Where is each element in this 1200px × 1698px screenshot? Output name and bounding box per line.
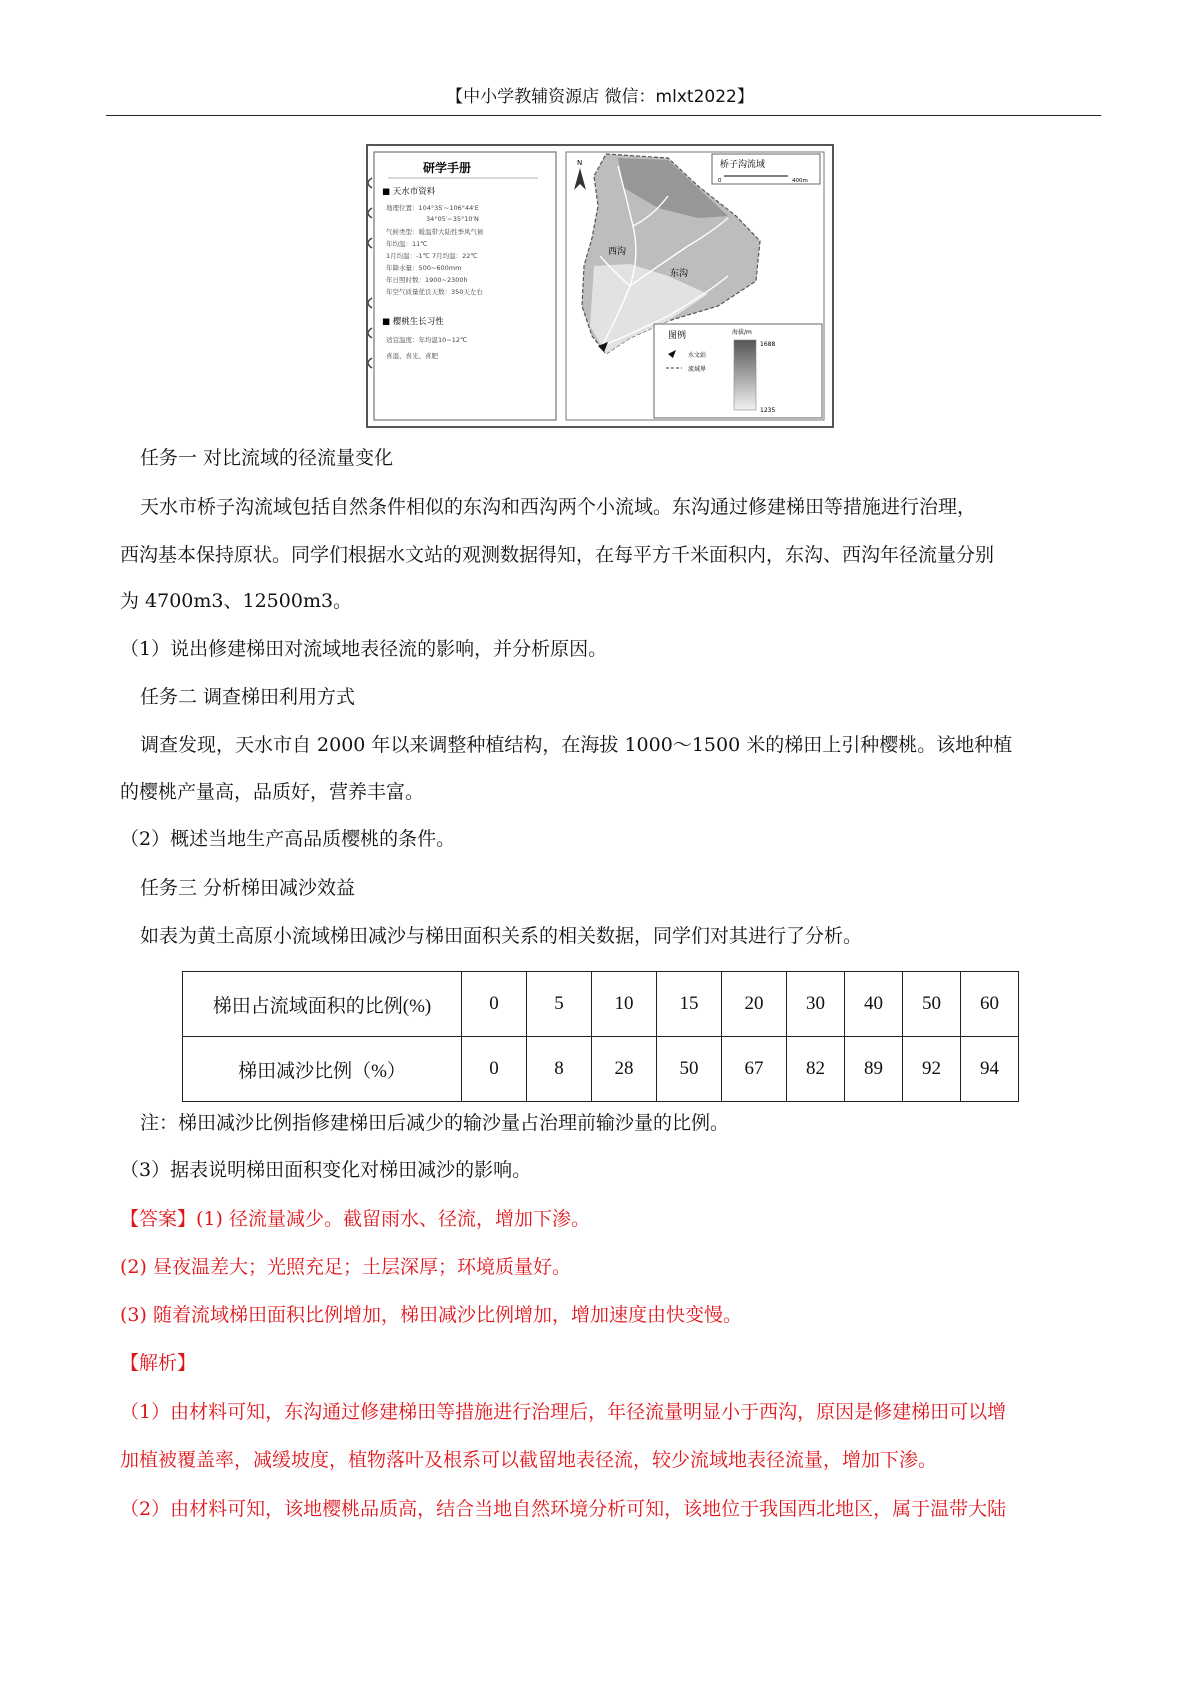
handbook-line: 地理位置：104°35′~106°44′E xyxy=(386,204,479,212)
question-1: （1）说出修建梯田对流域地表径流的影响，并分析原因。 xyxy=(120,638,608,660)
analysis-line: （2）由材料可知，该地樱桃品质高，结合当地自然环境分析可知，该地位于我国西北地区，属于温带大陆 xyxy=(120,1498,1007,1520)
answer-line-3: (3) 随着流域梯田面积比例增加，梯田减沙比例增加，增加速度由快变慢。 xyxy=(120,1304,742,1326)
question-3: （3）据表说明梯田面积变化对梯田减沙的影响。 xyxy=(120,1159,532,1181)
terrace-data-table xyxy=(182,971,1019,1102)
answer-label: 【答案】 xyxy=(120,1208,197,1230)
svg-text:流域界: 流域界 xyxy=(688,366,707,373)
handbook-title: 研学手册 xyxy=(423,161,472,175)
handbook-line: 年均温：11℃ xyxy=(386,240,428,248)
table-cell: 40 xyxy=(845,972,903,1037)
svg-text:水文站: 水文站 xyxy=(688,352,707,359)
table-cell: 92 xyxy=(903,1037,961,1102)
handbook-line: 1月均温：-1℃ 7月均温：22℃ xyxy=(386,252,478,260)
handbook-line: 年空气质量优良天数：350天左右 xyxy=(386,288,483,296)
figure-svg xyxy=(368,146,832,426)
handbook-line: 适宜温度：年均温10~12℃ xyxy=(386,336,468,344)
table-cell: 0 xyxy=(462,972,527,1037)
west-gully-label: 西沟 xyxy=(608,247,627,257)
table-cell: 50 xyxy=(657,1037,722,1102)
table-row-label: 梯田占流域面积的比例(%) xyxy=(183,972,462,1037)
handbook-line: 年日照时数：1900~2300h xyxy=(386,276,468,284)
svg-text:0: 0 xyxy=(718,178,722,184)
header-rule xyxy=(106,115,1101,116)
binder-rings xyxy=(368,178,372,368)
table-cell: 89 xyxy=(845,1037,903,1102)
page-header: 【中小学教辅资源店 微信：mlxt2022】 xyxy=(446,87,754,107)
table-note: 注：梯田减沙比例指修建梯田后减少的输沙量占治理前输沙量的比例。 xyxy=(140,1112,730,1134)
analysis-line: （1）由材料可知，东沟通过修建梯田等措施进行治理后，年径流量明显小于西沟，原因是修建梯田可以增 xyxy=(120,1401,1007,1423)
table-cell: 82 xyxy=(787,1037,845,1102)
analysis-label: 【解析】 xyxy=(120,1352,197,1374)
task2-title: 任务二 调查梯田利用方式 xyxy=(140,686,356,708)
task1-paragraph: 为 4700m3、12500m3。 xyxy=(120,590,353,612)
east-gully-label: 东沟 xyxy=(670,269,689,279)
task1-paragraph: 西沟基本保持原状。同学们根据水文站的观测数据得知，在每平方千米面积内，东沟、西沟年径流量分别 xyxy=(120,544,995,566)
handbook-line: 34°05′~35°10′N xyxy=(426,215,479,223)
table-cell: 67 xyxy=(722,1037,787,1102)
table-cell: 60 xyxy=(961,972,1019,1037)
table-cell: 5 xyxy=(527,972,592,1037)
svg-text:1235: 1235 xyxy=(760,407,776,414)
table-cell: 94 xyxy=(961,1037,1019,1102)
handbook-line: 气候类型：暖温带大陆性季风气候 xyxy=(386,228,484,236)
task3-intro: 如表为黄土高原小流域梯田减沙与梯田面积关系的相关数据，同学们对其进行了分析。 xyxy=(140,925,863,947)
handbook-line: 年降水量：500~600mm xyxy=(386,264,462,272)
handbook-section1: ■ 天水市资料 xyxy=(382,187,436,197)
table-row xyxy=(183,972,1019,1037)
table-row xyxy=(183,1037,1019,1102)
table-cell: 8 xyxy=(527,1037,592,1102)
handbook-section2: ■ 樱桃生长习性 xyxy=(382,317,444,327)
elevation-scale xyxy=(734,340,756,410)
task2-paragraph: 调查发现，天水市自 2000 年以来调整种植结构，在海拔 1000～1500 米的梯田上引种樱桃。该地种植 xyxy=(140,734,1013,756)
task2-paragraph: 的樱桃产量高，品质好，营养丰富。 xyxy=(120,781,425,803)
table-cell: 28 xyxy=(592,1037,657,1102)
task1-paragraph: 天水市桥子沟流域包括自然条件相似的东沟和西沟两个小流域。东沟通过修建梯田等措施进行治理， xyxy=(140,496,977,518)
svg-text:海拔/m: 海拔/m xyxy=(732,329,752,336)
table-cell: 20 xyxy=(722,972,787,1037)
legend-title: 图例 xyxy=(668,331,687,341)
research-figure xyxy=(366,144,834,428)
answer-text: (1) 径流量减少。截留雨水、径流，增加下渗。 xyxy=(196,1208,590,1230)
handbook-line: 喜湿、喜光、喜肥 xyxy=(386,352,438,360)
svg-text:1688: 1688 xyxy=(760,341,776,348)
table-cell: 50 xyxy=(903,972,961,1037)
analysis-line: 加植被覆盖率，减缓坡度，植物落叶及根系可以截留地表径流，较少流域地表径流量，增加下渗。 xyxy=(120,1449,938,1471)
answer-line-1 xyxy=(120,1207,1080,1231)
svg-text:N: N xyxy=(577,159,583,167)
table-cell: 15 xyxy=(657,972,722,1037)
table-cell: 30 xyxy=(787,972,845,1037)
map-title: 桥子沟流域 xyxy=(720,160,766,170)
answer-line-2: (2) 昼夜温差大；光照充足；土层深厚；环境质量好。 xyxy=(120,1256,571,1278)
svg-text:400m: 400m xyxy=(792,178,808,184)
question-2: （2）概述当地生产高品质樱桃的条件。 xyxy=(120,828,456,850)
table-cell: 10 xyxy=(592,972,657,1037)
table-cell: 0 xyxy=(462,1037,527,1102)
task1-title: 任务一 对比流域的径流量变化 xyxy=(140,447,394,469)
task3-title: 任务三 分析梯田减沙效益 xyxy=(140,877,356,899)
table-row-label: 梯田减沙比例（%） xyxy=(183,1037,462,1102)
